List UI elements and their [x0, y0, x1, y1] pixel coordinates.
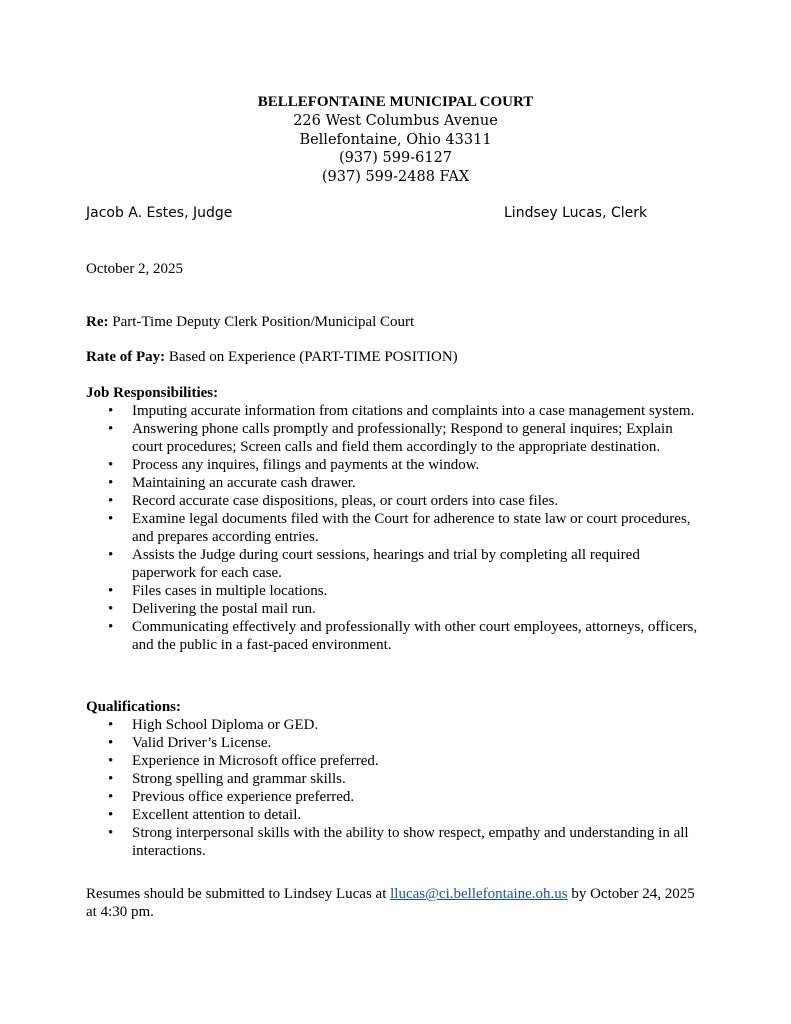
- letterhead: [0, 93, 791, 186]
- court-fax: (937) 599-2488 FAX: [321, 168, 470, 185]
- list-item: • Files cases in multiple locations.: [108, 583, 328, 599]
- list-item: • Imputing accurate information from citations and complaints into a case management system.: [108, 403, 695, 419]
- responsibilities-heading: Job Responsibilities:: [86, 385, 219, 401]
- rate-text: Based on Experience (PART-TIME POSITION): [168, 349, 458, 365]
- letter-date: October 2, 2025: [86, 261, 184, 277]
- list-item: • Delivering the postal mail run.: [108, 601, 316, 617]
- court-phone: (937) 599-6127: [338, 150, 453, 166]
- list-item: • Answering phone calls promptly and professionally; Respond to general inquires; Explain court procedures; Screen calls and field them accordingly to the appropriate destination.: [108, 421, 673, 455]
- court-address-street: 226 West Columbus Avenue: [293, 113, 498, 129]
- bullet-icon: •: [108, 807, 114, 823]
- bullet-icon: •: [108, 825, 114, 841]
- qualifications-list: [86, 716, 706, 860]
- list-item: • Strong interpersonal skills with the ability to show respect, empathy and understanding in all interactions.: [108, 825, 689, 859]
- judge-name: Jacob A. Estes, Judge: [86, 205, 233, 221]
- bullet-icon: •: [108, 753, 114, 769]
- closing-paragraph: [86, 885, 706, 921]
- email-link[interactable]: llucas@ci.bellefontaine.oh.us: [390, 886, 568, 902]
- bullet-icon: •: [108, 475, 114, 491]
- rate-of-pay: [86, 348, 706, 366]
- subject-label: Re:: [86, 314, 109, 330]
- bullet-icon: •: [108, 735, 114, 751]
- bullet-icon: •: [108, 789, 114, 805]
- list-item: • Previous office experience preferred.: [108, 789, 355, 805]
- list-item: • Examine legal documents filed with the Court for adherence to state law or court procedures, and prepares according entries.: [108, 511, 691, 545]
- bullet-icon: •: [108, 493, 114, 509]
- bullet-icon: •: [108, 511, 114, 527]
- list-item: • Assists the Judge during court sessions, hearings and trial by completing all required paperwork for each case.: [108, 547, 640, 581]
- court-address-city: Bellefontaine, Ohio 43311: [299, 131, 492, 148]
- bullet-icon: •: [108, 421, 114, 437]
- bullet-icon: •: [108, 717, 114, 733]
- list-item: • Maintaining an accurate cash drawer.: [108, 475, 356, 491]
- bullet-icon: •: [108, 601, 114, 617]
- list-item: • Experience in Microsoft office preferred.: [108, 753, 379, 769]
- bullet-icon: •: [108, 547, 114, 563]
- list-item: • Process any inquires, filings and payments at the window.: [108, 457, 480, 473]
- clerk-name: Lindsey Lucas, Clerk: [504, 205, 648, 221]
- bullet-icon: •: [108, 583, 114, 599]
- bullet-icon: •: [108, 457, 114, 473]
- list-item: • Communicating effectively and professionally with other court employees, attorneys, officers, and the public in a fast-paced environment.: [108, 619, 698, 653]
- responsibilities-section: [86, 384, 706, 654]
- court-name: BELLEFONTAINE MUNICIPAL COURT: [257, 94, 534, 110]
- closing-text-before: Resumes should be submitted to Lindsey Lucas at: [86, 886, 391, 902]
- rate-label: Rate of Pay:: [86, 349, 166, 365]
- list-item: • High School Diploma or GED.: [108, 717, 319, 733]
- subject-line: [86, 313, 706, 331]
- qualifications-section: [86, 698, 706, 860]
- qualifications-heading: Qualifications:: [86, 699, 182, 715]
- list-item: • Valid Driver’s License.: [108, 735, 272, 751]
- bullet-icon: •: [108, 619, 114, 635]
- bullet-icon: •: [108, 771, 114, 787]
- closing-text-after: by October 24, 2025 at 4:30 pm.: [86, 886, 695, 920]
- subject-text: Part-Time Deputy Clerk Position/Municipal Court: [112, 314, 415, 330]
- bullet-icon: •: [108, 403, 114, 419]
- list-item: • Excellent attention to detail.: [108, 807, 302, 823]
- list-item: • Strong spelling and grammar skills.: [108, 771, 346, 787]
- responsibilities-list: [86, 402, 706, 654]
- list-item: • Record accurate case dispositions, pleas, or court orders into case files.: [108, 493, 559, 509]
